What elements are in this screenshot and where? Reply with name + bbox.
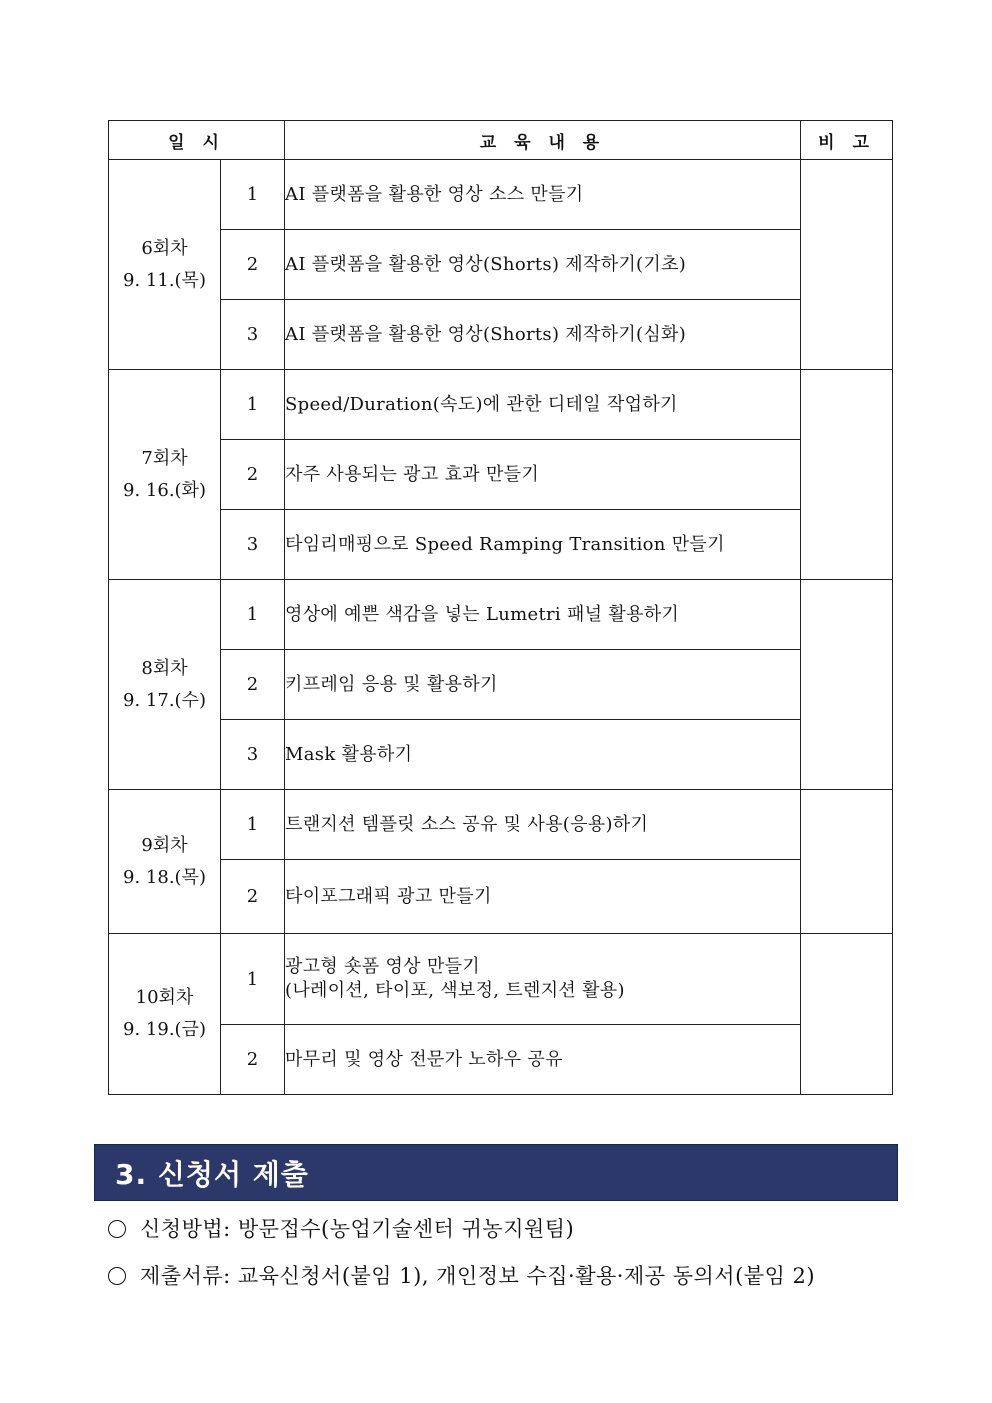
session-label: 6회차: [141, 237, 188, 259]
circle-bullet-icon: [108, 1220, 126, 1238]
header-date: 일 시: [109, 121, 285, 160]
item-content: [285, 934, 801, 1025]
table-row: [109, 1025, 893, 1095]
item-content: 마무리 및 영상 전문가 노하우 공유: [285, 1025, 801, 1095]
note-cell: [801, 790, 893, 934]
item-number: 2: [221, 440, 285, 510]
section-header-bar: [94, 1144, 898, 1201]
session-date: 9. 19.(금): [123, 1019, 206, 1040]
item-number: 2: [221, 650, 285, 720]
item-number: 1: [221, 580, 285, 650]
session-cell: [109, 934, 221, 1095]
bullet-text: 신청방법: 방문접수(농업기술센터 귀농지원팀): [140, 1217, 575, 1241]
item-number: 3: [221, 720, 285, 790]
note-cell: [801, 160, 893, 370]
item-content: Mask 활용하기: [285, 720, 801, 790]
session-label: 9회차: [141, 834, 188, 856]
table-row: [109, 790, 893, 860]
table-header-row: [109, 121, 893, 160]
session-date: 9. 17.(수): [123, 689, 206, 711]
session-date: 9. 11.(목): [123, 269, 206, 291]
table-row: [109, 160, 893, 230]
item-number: 2: [221, 1025, 285, 1095]
item-number: 2: [221, 230, 285, 300]
header-content: 교 육 내 용: [285, 121, 801, 160]
header-note: 비 고: [801, 121, 893, 160]
item-content: AI 플랫폼을 활용한 영상(Shorts) 제작하기(심화): [285, 300, 801, 370]
table-row: [109, 300, 893, 370]
table-row: [109, 650, 893, 720]
item-number: 2: [221, 860, 285, 934]
bullet-text: 제출서류: 교육신청서(붙임 1), 개인정보 수집·활용·제공 동의서(붙임 2): [140, 1264, 816, 1288]
session-cell: [109, 790, 221, 934]
session-label: 8회차: [141, 657, 188, 679]
list-item: [108, 1213, 574, 1243]
item-content: 타임리매핑으로 Speed Ramping Transition 만들기: [285, 510, 801, 580]
table-row: [109, 580, 893, 650]
item-content: AI 플랫폼을 활용한 영상 소스 만들기: [285, 160, 801, 230]
note-cell: [801, 580, 893, 790]
item-number: 3: [221, 300, 285, 370]
item-content-line-1: 광고형 숏폼 영상 만들기: [285, 956, 480, 977]
session-cell: [109, 370, 221, 580]
item-content-line-2: (나레이션, 타이포, 색보정, 트렌지션 활용): [285, 980, 625, 1001]
table-row: [109, 370, 893, 440]
item-number: 1: [221, 790, 285, 860]
item-content: 키프레임 응용 및 활용하기: [285, 650, 801, 720]
list-item: [108, 1260, 815, 1290]
session-label: 7회차: [141, 447, 188, 469]
table-row: [109, 860, 893, 934]
item-number: 1: [221, 160, 285, 230]
table-row: [109, 230, 893, 300]
item-content: 타이포그래픽 광고 만들기: [285, 860, 801, 934]
session-cell: [109, 160, 221, 370]
item-content: Speed/Duration(속도)에 관한 디테일 작업하기: [285, 370, 801, 440]
session-label: 10회차: [135, 987, 194, 1008]
table-row: [109, 720, 893, 790]
circle-bullet-icon: [108, 1267, 126, 1285]
section-title: 3. 신청서 제출: [115, 1158, 309, 1191]
session-cell: [109, 580, 221, 790]
session-date: 9. 16.(화): [123, 479, 206, 501]
item-content: AI 플랫폼을 활용한 영상(Shorts) 제작하기(기초): [285, 230, 801, 300]
note-cell: [801, 370, 893, 580]
note-cell: [801, 934, 893, 1095]
schedule-table: [108, 120, 893, 1095]
table-row: [109, 510, 893, 580]
item-content: 영상에 예쁜 색감을 넣는 Lumetri 패널 활용하기: [285, 580, 801, 650]
item-content: 자주 사용되는 광고 효과 만들기: [285, 440, 801, 510]
table-row: [109, 934, 893, 1025]
item-number: 1: [221, 934, 285, 1025]
item-number: 1: [221, 370, 285, 440]
item-number: 3: [221, 510, 285, 580]
item-content: 트랜지션 템플릿 소스 공유 및 사용(응용)하기: [285, 790, 801, 860]
session-date: 9. 18.(목): [123, 866, 206, 888]
table-row: [109, 440, 893, 510]
